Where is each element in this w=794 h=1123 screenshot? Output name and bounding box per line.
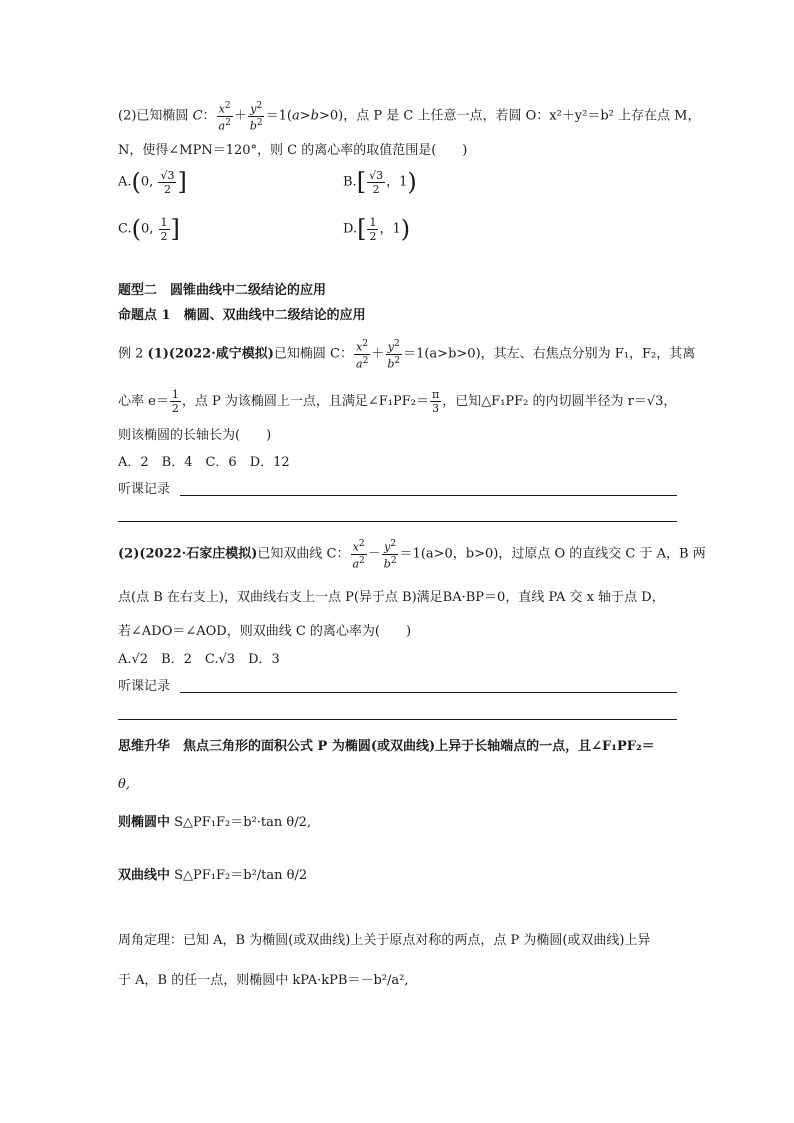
option-d[interactable]: D.[ $\frac{1}{2}$ ，1) — [343, 215, 411, 243]
theorem-line2: 于 A，B 的任一点，则椭圆中 kPA·kPB＝－b²/a², — [118, 973, 409, 988]
subsection-heading: 命题点 1 椭圆、双曲线中二级结论的应用 — [118, 308, 366, 323]
section-heading: 题型二 圆锥曲线中二级结论的应用 — [118, 283, 327, 298]
notes-line-1a[interactable] — [180, 495, 677, 496]
ex2-2-line3: 若∠ADO＝∠AOD，则双曲线 C 的离心率为( ) — [118, 624, 412, 639]
theorem-line1: 周角定理：已知 A，B 为椭圆(或双曲线)上关于原点对称的两点，点 P 为椭圆(或双曲线)上异 — [118, 933, 651, 948]
notes-label-1: 听课记录 — [118, 482, 171, 497]
q2-line1: (2)已知椭圆 C： $\frac{x^2}{a^2}$ ＋ $\frac{y^2}{b^2}$ ＝1(a>b>0)，点 P 是 C 上任意一点，若圆 O：x²＋y²＝b² 上存在点 M， — [118, 101, 701, 133]
q2-line2: N，使得∠MPN＝120°，则 C 的离心率的取值范围是( ) — [118, 143, 468, 158]
summary-line2: θ, — [118, 777, 130, 792]
ex2-1-line1: 例 2 (1)(2022·咸宁模拟)已知椭圆 C： $\frac{x^2}{a^2}$ ＋ $\frac{y^2}{b^2}$ ＝1(a>b>0)，其左、右焦点分别为 F₁，F₂，其离 — [118, 339, 696, 371]
notes-label-2: 听课记录 — [118, 679, 171, 694]
ex2-1-choices: A．2 B．4 C．6 D．12 — [118, 455, 290, 470]
ex2-1-line2: 心率 e＝ $\frac{1}{2}$ ，点 P 为该椭圆上一点，且满足∠F₁PF₂＝ $\frac{\pi}{3}$ ，已知△F₁PF₂ 的内切圆半径为 r＝√3， — [118, 388, 677, 415]
notes-line-2a[interactable] — [180, 692, 677, 693]
summary-hyperbola: 双曲线中 S△PF₁F₂＝b²/tan θ/2 — [118, 868, 308, 883]
option-a[interactable]: A.(0, $\frac{√3}{2}$ ] — [118, 168, 187, 196]
ex2-2-line2: 点(点 B 在右支上)，双曲线右支上一点 P(异于点 B)满足BA·BP＝0，直线 PA 交 x 轴于点 D， — [118, 590, 665, 605]
summary-ellipse: 则椭圆中 S△PF₁F₂＝b²·tan θ/2, — [118, 815, 312, 830]
ex2-2-choices: A.√2 B．2 C.√3 D．3 — [118, 652, 280, 667]
notes-line-2b[interactable] — [118, 719, 677, 720]
ex2-2-line1: (2)(2022·石家庄模拟)已知双曲线 C： $\frac{x^2}{a^2}$ － $\frac{y^2}{b^2}$ ＝1(a>0，b>0)，过原点 O 的直线交 C 于 A，B 两 — [118, 539, 706, 571]
notes-line-1b[interactable] — [118, 521, 677, 522]
option-b[interactable]: B.[ $\frac{√3}{2}$ ，1) — [343, 168, 417, 196]
option-c[interactable]: C.(0, $\frac{1}{2}$ ] — [118, 215, 180, 243]
summary-line1: 思维升华 焦点三角形的面积公式 P 为椭圆(或双曲线)上异于长轴端点的一点，且∠F₁PF₂＝ — [118, 739, 655, 754]
ex2-1-line3: 则该椭圆的长轴长为( ) — [118, 428, 272, 443]
